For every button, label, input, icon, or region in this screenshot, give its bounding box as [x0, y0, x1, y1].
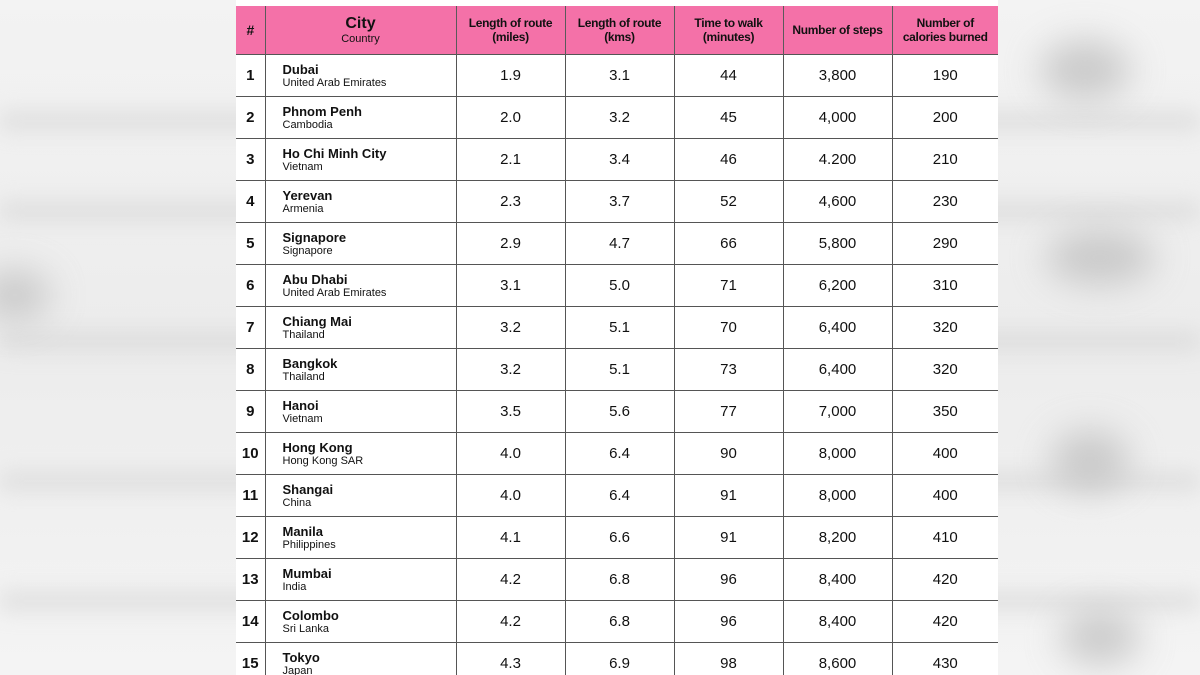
- cell-steps: 8,600: [783, 643, 892, 675]
- table-row: [236, 55, 998, 97]
- cell-calories: 290: [892, 223, 998, 265]
- cell-length-miles: 2.3: [456, 181, 565, 223]
- cell-calories: 230: [892, 181, 998, 223]
- cell-length-kms: 6.9: [565, 643, 674, 675]
- cell-steps: 8,000: [783, 475, 892, 517]
- cell-steps: 6,400: [783, 307, 892, 349]
- country-name: Thailand: [282, 328, 325, 341]
- cell-city: [265, 517, 456, 559]
- city-name: Hong Kong: [282, 439, 353, 455]
- cell-rank: 15: [236, 643, 265, 675]
- country-name: Philippines: [282, 538, 336, 551]
- cell-city: [265, 97, 456, 139]
- header-number-of-steps: Number of steps: [783, 6, 892, 55]
- cell-city: [265, 223, 456, 265]
- cell-time-minutes: 66: [674, 223, 783, 265]
- cell-length-miles: 2.9: [456, 223, 565, 265]
- header-city: [265, 6, 456, 55]
- cell-steps: 8,400: [783, 559, 892, 601]
- cell-city: [265, 643, 456, 675]
- cell-calories: 430: [892, 643, 998, 675]
- cell-length-kms: 3.7: [565, 181, 674, 223]
- country-name: India: [282, 580, 307, 593]
- header-time-minutes: Time to walk (minutes): [674, 6, 783, 55]
- cell-length-kms: 5.6: [565, 391, 674, 433]
- cell-steps: 8,200: [783, 517, 892, 559]
- cell-rank: 9: [236, 391, 265, 433]
- cell-steps: 4,600: [783, 181, 892, 223]
- cell-length-miles: 4.0: [456, 433, 565, 475]
- table-row: [236, 307, 998, 349]
- city-name: Hanoi: [282, 397, 319, 413]
- cell-time-minutes: 70: [674, 307, 783, 349]
- cell-calories: 320: [892, 349, 998, 391]
- cell-time-minutes: 77: [674, 391, 783, 433]
- cell-time-minutes: 96: [674, 559, 783, 601]
- city-name: Chiang Mai: [282, 313, 352, 329]
- city-name: Abu Dhabi: [282, 271, 348, 287]
- cell-calories: 400: [892, 475, 998, 517]
- cell-steps: 7,000: [783, 391, 892, 433]
- cell-calories: 200: [892, 97, 998, 139]
- cell-steps: 3,800: [783, 55, 892, 97]
- cell-length-kms: 5.1: [565, 307, 674, 349]
- cell-time-minutes: 46: [674, 139, 783, 181]
- country-name: Japan: [282, 664, 313, 675]
- cell-calories: 410: [892, 517, 998, 559]
- country-name: Vietnam: [282, 412, 323, 425]
- city-name: Colombo: [282, 607, 339, 623]
- cell-city: [265, 55, 456, 97]
- cell-steps: 6,200: [783, 265, 892, 307]
- country-name: United Arab Emirates: [282, 286, 387, 299]
- cell-time-minutes: 91: [674, 517, 783, 559]
- cell-time-minutes: 52: [674, 181, 783, 223]
- table-row: [236, 391, 998, 433]
- cell-rank: 11: [236, 475, 265, 517]
- cell-rank: 4: [236, 181, 265, 223]
- cell-rank: 10: [236, 433, 265, 475]
- country-name: Sri Lanka: [282, 622, 329, 635]
- cell-length-miles: 4.3: [456, 643, 565, 675]
- cell-calories: 420: [892, 601, 998, 643]
- cell-calories: 420: [892, 559, 998, 601]
- header-calories-burned: Number of calories burned: [892, 6, 998, 55]
- cell-steps: 4,000: [783, 97, 892, 139]
- table-header-row: [236, 6, 998, 55]
- cell-length-kms: 5.0: [565, 265, 674, 307]
- country-name: Armenia: [282, 202, 324, 215]
- country-name: Thailand: [282, 370, 325, 383]
- cell-steps: 6,400: [783, 349, 892, 391]
- cell-length-kms: 6.4: [565, 475, 674, 517]
- table-row: [236, 223, 998, 265]
- city-name: Dubai: [282, 61, 319, 77]
- table-row: [236, 349, 998, 391]
- cell-length-miles: 2.1: [456, 139, 565, 181]
- country-name: China: [282, 496, 312, 509]
- country-name: Signapore: [282, 244, 333, 257]
- country-name: Hong Kong SAR: [282, 454, 364, 467]
- city-name: Mumbai: [282, 565, 332, 581]
- cell-city: [265, 265, 456, 307]
- country-name: United Arab Emirates: [282, 76, 387, 89]
- city-name: Yerevan: [282, 187, 333, 203]
- table-row: [236, 601, 998, 643]
- background-blur-shape: [1060, 610, 1140, 665]
- cell-length-miles: 3.2: [456, 307, 565, 349]
- city-name: Signapore: [282, 229, 347, 245]
- table-row: [236, 181, 998, 223]
- cell-time-minutes: 44: [674, 55, 783, 97]
- cell-length-miles: 4.2: [456, 601, 565, 643]
- cell-rank: 13: [236, 559, 265, 601]
- cell-length-kms: 3.1: [565, 55, 674, 97]
- cell-time-minutes: 90: [674, 433, 783, 475]
- header-city-label: City: [345, 14, 376, 32]
- cell-rank: 5: [236, 223, 265, 265]
- cell-city: [265, 601, 456, 643]
- cell-length-kms: 5.1: [565, 349, 674, 391]
- table-body: [236, 55, 998, 675]
- cell-rank: 7: [236, 307, 265, 349]
- cell-length-kms: 3.4: [565, 139, 674, 181]
- cell-time-minutes: 98: [674, 643, 783, 675]
- cell-length-miles: 2.0: [456, 97, 565, 139]
- cell-calories: 350: [892, 391, 998, 433]
- cell-city: [265, 391, 456, 433]
- cell-calories: 320: [892, 307, 998, 349]
- cell-rank: 14: [236, 601, 265, 643]
- cell-city: [265, 433, 456, 475]
- city-name: Manila: [282, 523, 323, 539]
- cell-time-minutes: 73: [674, 349, 783, 391]
- cell-length-miles: 3.5: [456, 391, 565, 433]
- cell-rank: 6: [236, 265, 265, 307]
- header-length-miles: Length of route (miles): [456, 6, 565, 55]
- city-name: Shangai: [282, 481, 334, 497]
- background-blur-shape: [1045, 230, 1155, 285]
- country-name: Cambodia: [282, 118, 333, 131]
- cell-length-miles: 4.0: [456, 475, 565, 517]
- table-row: [236, 643, 998, 675]
- table-row: [236, 97, 998, 139]
- walking-routes-table: [236, 6, 998, 675]
- city-name: Tokyo: [282, 649, 320, 665]
- cell-length-miles: 4.2: [456, 559, 565, 601]
- table-row: [236, 559, 998, 601]
- cell-length-kms: 6.4: [565, 433, 674, 475]
- cell-length-kms: 3.2: [565, 97, 674, 139]
- cell-calories: 190: [892, 55, 998, 97]
- cell-calories: 310: [892, 265, 998, 307]
- cell-length-kms: 6.8: [565, 559, 674, 601]
- cell-rank: 3: [236, 139, 265, 181]
- background-blur-shape: [1040, 40, 1130, 100]
- cell-length-miles: 3.1: [456, 265, 565, 307]
- cell-time-minutes: 45: [674, 97, 783, 139]
- cell-length-miles: 3.2: [456, 349, 565, 391]
- cell-rank: 8: [236, 349, 265, 391]
- table-row: [236, 139, 998, 181]
- cell-steps: 5,800: [783, 223, 892, 265]
- table-row: [236, 433, 998, 475]
- country-name: Vietnam: [282, 160, 323, 173]
- walking-routes-table-sheet: [236, 0, 998, 675]
- city-name: Ho Chi Minh City: [282, 145, 387, 161]
- cell-steps: 4.200: [783, 139, 892, 181]
- cell-length-kms: 6.8: [565, 601, 674, 643]
- header-length-kms: Length of route (kms): [565, 6, 674, 55]
- cell-steps: 8,000: [783, 433, 892, 475]
- cell-city: [265, 475, 456, 517]
- cell-length-kms: 6.6: [565, 517, 674, 559]
- cell-city: [265, 139, 456, 181]
- cell-time-minutes: 71: [674, 265, 783, 307]
- cell-length-kms: 4.7: [565, 223, 674, 265]
- header-rank: #: [236, 6, 265, 55]
- cell-rank: 12: [236, 517, 265, 559]
- cell-rank: 1: [236, 55, 265, 97]
- cell-calories: 210: [892, 139, 998, 181]
- cell-steps: 8,400: [783, 601, 892, 643]
- table-row: [236, 475, 998, 517]
- city-name: Phnom Penh: [282, 103, 362, 119]
- background-blur-shape: [1050, 430, 1130, 490]
- cell-city: [265, 349, 456, 391]
- cell-length-miles: 1.9: [456, 55, 565, 97]
- background-blur-shape: [0, 270, 50, 320]
- cell-city: [265, 559, 456, 601]
- header-country-label: Country: [341, 32, 380, 45]
- cell-city: [265, 181, 456, 223]
- cell-time-minutes: 96: [674, 601, 783, 643]
- cell-city: [265, 307, 456, 349]
- city-name: Bangkok: [282, 355, 338, 371]
- cell-length-miles: 4.1: [456, 517, 565, 559]
- cell-time-minutes: 91: [674, 475, 783, 517]
- table-row: [236, 265, 998, 307]
- cell-rank: 2: [236, 97, 265, 139]
- cell-calories: 400: [892, 433, 998, 475]
- table-row: [236, 517, 998, 559]
